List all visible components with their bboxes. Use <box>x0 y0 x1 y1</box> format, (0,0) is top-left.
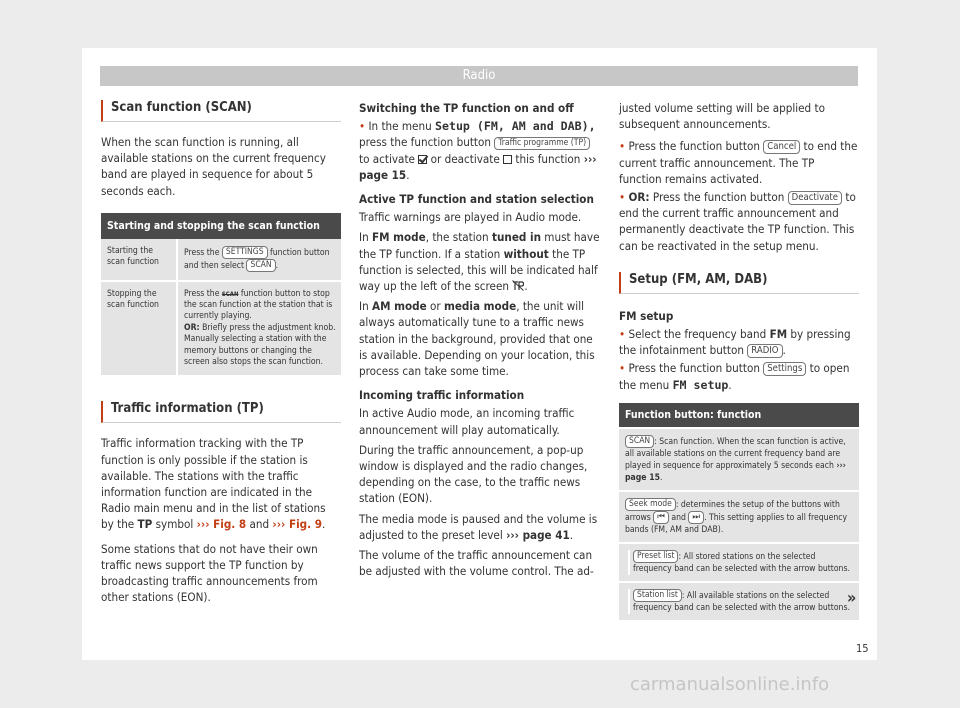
function-table <box>619 403 859 620</box>
table-row <box>101 281 341 376</box>
watermark: carmanualsonline.info <box>630 674 830 695</box>
continued-paragraph: justed volume setting will be applied to subsequent announcements. <box>619 101 825 132</box>
row-desc: Press the SETTINGS function button and then select SCAN . <box>177 239 341 281</box>
traffic-programme-button: Traffic programme (TP) <box>494 137 590 150</box>
deactivate-bullet: • OR: Press the function button Deactivate to end the current traffic announcement and permanently deactivate the TP function. This can be reactivated in the setup menu. <box>619 190 856 253</box>
scan-table <box>101 213 341 376</box>
fig8-link[interactable]: ››› Fig. 8 <box>196 517 247 532</box>
scan-table-title: Starting and stopping the scan function <box>101 213 341 239</box>
tp-paragraph-2: Some stations that do not have their own traffic news support the TP function by broadcasting traffic announcements from other stations (EON). <box>101 541 318 605</box>
column-right <box>619 100 859 620</box>
row-desc: Press the SCAN function button to stop the scan function at the station that is currently playing. OR: Briefly press the adjustment knob. Manually selecting a station with the memory buttons or changing the screen also stops the scan function. <box>177 281 341 376</box>
cancel-bullet: • Press the function button Cancel to end the current traffic announcement. The TP function remains activated. <box>619 139 858 186</box>
fm-paragraph: In FM mode, the station tuned in must have the TP function. If a station without the TP function is selected, this will be indicated half way up the left of the screen . <box>359 230 600 294</box>
section-title-tp: Traffic information (TP) <box>101 401 341 423</box>
row-label: Stopping the scan function <box>101 281 177 376</box>
seek-mode-button: Seek mode <box>625 498 676 511</box>
scan-button: SCAN <box>625 435 654 448</box>
section-title-setup: Setup (FM, AM, DAB) <box>619 272 859 294</box>
page-ref-link[interactable]: ››› page 15 <box>359 151 597 182</box>
settings-bullet: • Press the function button Settings to open the menu FM setup. <box>619 361 850 392</box>
column-middle <box>359 100 602 579</box>
fig9-link[interactable]: ››› Fig. 9 <box>272 517 322 532</box>
seek-forward-icon: ⏭ <box>688 511 704 524</box>
deactivate-button: Deactivate <box>788 191 842 205</box>
incoming-paragraph-4: The volume of the traffic announcement can be adjusted with the volume control. The ad- <box>359 548 594 579</box>
seek-back-icon: ⏮ <box>653 511 669 524</box>
am-paragraph: In AM mode or media mode, the unit will always automatically tune to a traffic news station in the background, provided that one is available. Depending on your location, this process can take some time. <box>359 299 595 379</box>
scan-symbol-icon: SCAN <box>221 290 239 298</box>
continue-arrow-icon: » <box>847 588 857 607</box>
switch-paragraph: • In the menu Setup (FM, AM and DAB), press the function button Traffic programme (TP) to activate or deactivate this function ››› page 15. <box>359 119 597 182</box>
active-paragraph-1: Traffic warnings are played in Audio mode. <box>359 210 582 225</box>
incoming-paragraph-1: In active Audio mode, an incoming traffic announcement will play automatically. <box>359 406 575 437</box>
settings-button: SETTINGS <box>222 246 268 259</box>
select-band-bullet: • Select the frequency band FM by pressing the infotainment button RADIO . <box>619 327 851 358</box>
table-row: Seek mode : determines the setup of the buttons with arrows ⏮ and ⏭ . This setting applies to all frequency bands (FM, AM and DAB). <box>619 490 859 542</box>
cancel-button: Cancel <box>763 140 800 154</box>
table-row: SCAN : Scan function. When the scan function is active, all available stations on the current frequency band are played in sequence for approximately 5 seconds each ››› page 15. <box>619 427 859 490</box>
incoming-paragraph-3: The media mode is paused and the volume is adjusted to the preset level ››› page 41. <box>359 511 598 542</box>
no-tp-icon <box>512 280 524 291</box>
table-row: Preset list : All stored stations on the selected frequency band can be selected with the arrow buttons. <box>619 542 859 581</box>
column-left <box>101 100 341 606</box>
station-list-button: Station list <box>633 589 682 602</box>
incoming-heading: Incoming traffic information <box>359 388 525 403</box>
settings-button: Settings <box>763 362 806 376</box>
page-number: 15 <box>856 642 869 655</box>
checkbox-empty-icon <box>503 155 512 164</box>
incoming-paragraph-2: During the traffic announcement, a pop-up window is displayed and the radio changes, depending on the case, to the traffic news station (EON). <box>359 442 588 506</box>
fm-setup-heading: FM setup <box>619 308 674 323</box>
preset-list-button: Preset list <box>633 550 678 563</box>
row-label: Starting the scan function <box>101 239 177 281</box>
table-row <box>101 239 341 281</box>
radio-button: RADIO <box>747 344 782 358</box>
table-row: Station list : All available stations on the selected frequency band can be selected with the arrow buttons. <box>619 581 859 620</box>
page-ref-link[interactable]: ››› page 41 <box>506 527 570 542</box>
section-title-scan: Scan function (SCAN) <box>101 100 341 122</box>
scan-intro: When the scan function is running, all available stations on the current frequency band are played in sequence for about 5 seconds each. <box>101 135 326 198</box>
page-ref-link[interactable]: ››› page 15 <box>625 460 846 483</box>
checkbox-checked-icon <box>418 155 427 164</box>
switch-heading: Switching the TP function on and off <box>359 101 574 115</box>
tp-paragraph-1: Traffic information tracking with the TP function is only possible if the station is available. The stations with the traffic information function are indicated in the Radio main menu and in the list of stations by the TP symbol ››› Fig. 8 and ››› Fig. 9. <box>101 436 326 532</box>
scan-button: SCAN <box>246 259 275 272</box>
function-table-title: Function button: function <box>619 403 859 427</box>
active-heading: Active TP function and station selection <box>359 192 594 207</box>
page-header: Radio <box>100 66 858 86</box>
